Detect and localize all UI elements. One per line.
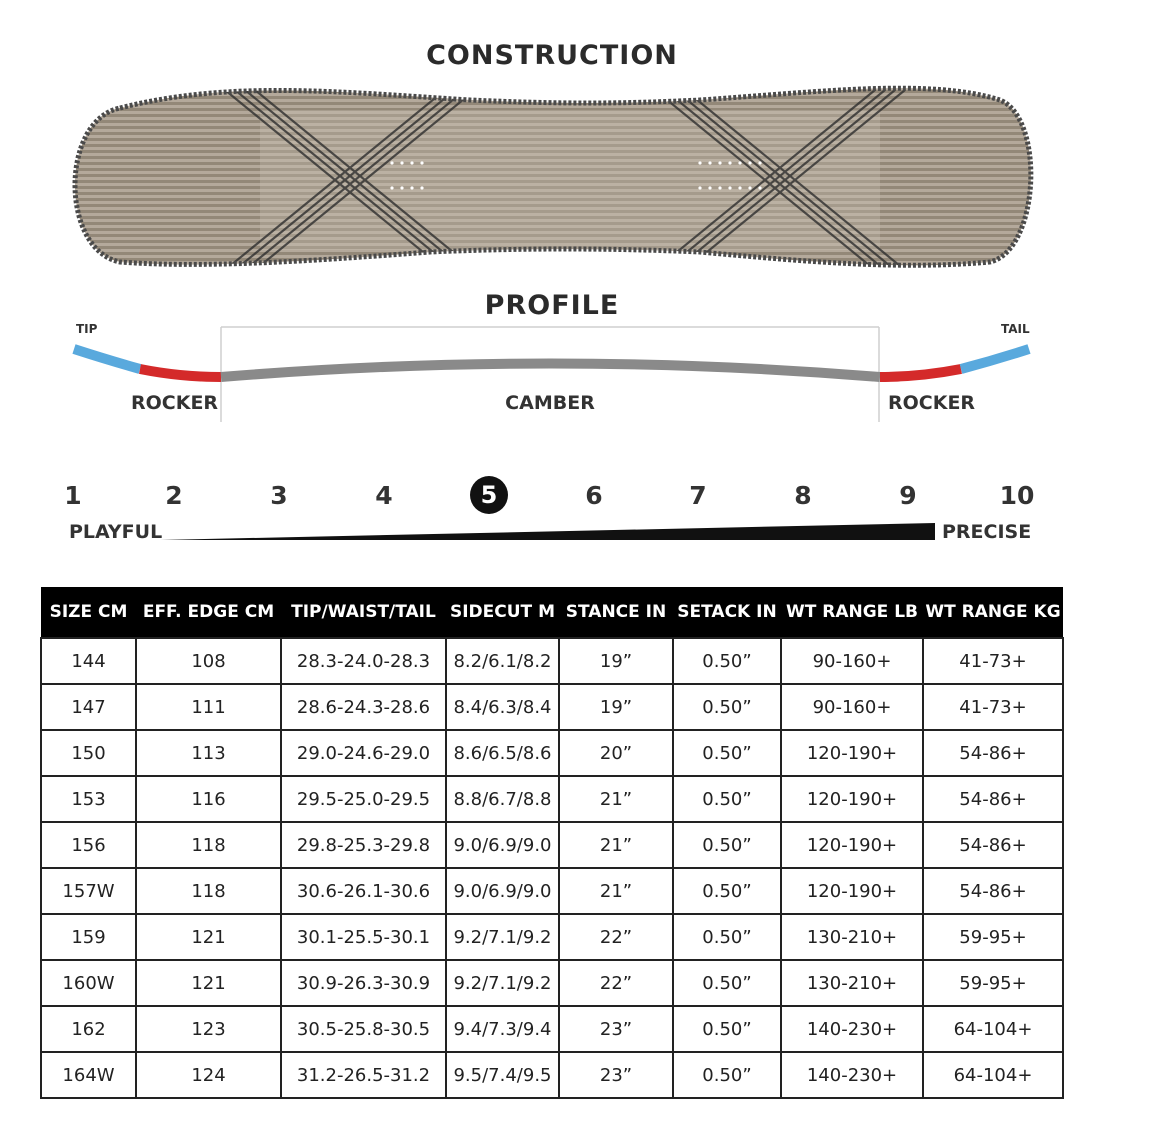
table-cell: 30.5-25.8-30.5	[281, 1006, 446, 1052]
table-header-cell: EFF. EDGE CM	[136, 587, 281, 638]
table-row	[41, 776, 1063, 822]
table-cell: 23”	[559, 1052, 673, 1098]
table-cell: 0.50”	[673, 638, 781, 684]
flex-scale-number: 6	[585, 481, 603, 510]
board-graphics	[0, 0, 1150, 560]
table-cell: 0.50”	[673, 730, 781, 776]
table-cell: 121	[136, 960, 281, 1006]
table-cell: 118	[136, 822, 281, 868]
table-cell: 123	[136, 1006, 281, 1052]
table-cell: 157W	[41, 868, 136, 914]
table-cell: 54-86+	[923, 822, 1063, 868]
table-cell: 20”	[559, 730, 673, 776]
table-cell: 0.50”	[673, 822, 781, 868]
table-cell: 54-86+	[923, 776, 1063, 822]
table-cell: 30.9-26.3-30.9	[281, 960, 446, 1006]
table-cell: 9.0/6.9/9.0	[446, 822, 559, 868]
table-cell: 21”	[559, 776, 673, 822]
table-cell: 21”	[559, 822, 673, 868]
table-header-cell: TIP/WAIST/TAIL	[281, 587, 446, 638]
table-cell: 124	[136, 1052, 281, 1098]
flex-rating-active: 5	[470, 476, 508, 514]
table-header-cell: WT RANGE LB	[781, 587, 923, 638]
table-cell: 160W	[41, 960, 136, 1006]
table-cell: 111	[136, 684, 281, 730]
table-cell: 19”	[559, 638, 673, 684]
table-cell: 41-73+	[923, 638, 1063, 684]
table-row	[41, 638, 1063, 684]
construction-title: CONSTRUCTION	[426, 40, 678, 71]
table-row	[41, 1006, 1063, 1052]
table-cell: 116	[136, 776, 281, 822]
flex-scale-number: 9	[899, 481, 917, 510]
table-cell: 9.0/6.9/9.0	[446, 868, 559, 914]
table-cell: 144	[41, 638, 136, 684]
table-cell: 59-95+	[923, 914, 1063, 960]
table-cell: 90-160+	[781, 684, 923, 730]
rocker-right-label: ROCKER	[888, 392, 976, 414]
rocker-left-label: ROCKER	[131, 392, 219, 414]
tail-segment	[961, 349, 1029, 369]
table-cell: 41-73+	[923, 684, 1063, 730]
table-cell: 28.3-24.0-28.3	[281, 638, 446, 684]
table-cell: 30.1-25.5-30.1	[281, 914, 446, 960]
table-cell: 120-190+	[781, 822, 923, 868]
table-row	[41, 868, 1063, 914]
table-cell: 64-104+	[923, 1052, 1063, 1098]
precise-label: PRECISE	[942, 521, 1032, 543]
tail-label: TAIL	[1001, 322, 1030, 336]
profile-title: PROFILE	[484, 290, 620, 321]
table-cell: 29.0-24.6-29.0	[281, 730, 446, 776]
table-header-row	[41, 587, 1063, 638]
table-row	[41, 1052, 1063, 1098]
table-cell: 8.4/6.3/8.4	[446, 684, 559, 730]
table-cell: 30.6-26.1-30.6	[281, 868, 446, 914]
table-header-cell: SIZE CM	[41, 587, 136, 638]
flex-scale-number: 1	[64, 481, 82, 510]
table-cell: 130-210+	[781, 914, 923, 960]
table-cell: 28.6-24.3-28.6	[281, 684, 446, 730]
rocker-right-segment	[880, 369, 961, 377]
table-cell: 113	[136, 730, 281, 776]
table-cell: 8.2/6.1/8.2	[446, 638, 559, 684]
table-header-cell: WT RANGE KG	[923, 587, 1063, 638]
table-cell: 31.2-26.5-31.2	[281, 1052, 446, 1098]
table-cell: 140-230+	[781, 1052, 923, 1098]
table-cell: 156	[41, 822, 136, 868]
table-row	[41, 730, 1063, 776]
table-cell: 22”	[559, 960, 673, 1006]
table-cell: 130-210+	[781, 960, 923, 1006]
table-cell: 21”	[559, 868, 673, 914]
table-cell: 140-230+	[781, 1006, 923, 1052]
table-cell: 59-95+	[923, 960, 1063, 1006]
table-cell: 0.50”	[673, 1052, 781, 1098]
table-cell: 64-104+	[923, 1006, 1063, 1052]
rocker-left-segment	[140, 369, 221, 377]
table-header-cell: SIDECUT M	[446, 587, 559, 638]
table-cell: 118	[136, 868, 281, 914]
table-header-cell: STANCE IN	[559, 587, 673, 638]
flex-scale-number: 2	[165, 481, 183, 510]
table-cell: 9.5/7.4/9.5	[446, 1052, 559, 1098]
flex-scale-number: 10	[999, 481, 1035, 510]
table-cell: 8.8/6.7/8.8	[446, 776, 559, 822]
table-row	[41, 960, 1063, 1006]
table-cell: 19”	[559, 684, 673, 730]
flex-scale-number: 7	[689, 481, 707, 510]
table-header-cell: SETACK IN	[673, 587, 781, 638]
table-cell: 162	[41, 1006, 136, 1052]
table-cell: 0.50”	[673, 960, 781, 1006]
table-cell: 9.2/7.1/9.2	[446, 960, 559, 1006]
table-cell: 0.50”	[673, 914, 781, 960]
table-cell: 159	[41, 914, 136, 960]
table-cell: 0.50”	[673, 776, 781, 822]
table-cell: 120-190+	[781, 730, 923, 776]
table-cell: 120-190+	[781, 776, 923, 822]
flex-scale-number: 3	[270, 481, 288, 510]
table-cell: 108	[136, 638, 281, 684]
camber-label: CAMBER	[505, 392, 595, 414]
flex-scale-number: 4	[375, 481, 393, 510]
table-cell: 90-160+	[781, 638, 923, 684]
table-cell: 120-190+	[781, 868, 923, 914]
camber-segment	[221, 364, 880, 378]
table-row	[41, 684, 1063, 730]
table-cell: 22”	[559, 914, 673, 960]
table-cell: 0.50”	[673, 684, 781, 730]
table-cell: 0.50”	[673, 1006, 781, 1052]
table-row	[41, 914, 1063, 960]
table-cell: 153	[41, 776, 136, 822]
flex-scale-bar	[160, 523, 935, 540]
table-cell: 150	[41, 730, 136, 776]
table-cell: 29.8-25.3-29.8	[281, 822, 446, 868]
specs-table	[40, 587, 1064, 1099]
table-cell: 23”	[559, 1006, 673, 1052]
table-cell: 54-86+	[923, 868, 1063, 914]
table-cell: 147	[41, 684, 136, 730]
table-cell: 121	[136, 914, 281, 960]
playful-label: PLAYFUL	[69, 521, 163, 543]
tip-label: TIP	[76, 322, 98, 336]
flex-scale-number: 8	[794, 481, 812, 510]
table-cell: 29.5-25.0-29.5	[281, 776, 446, 822]
table-cell: 9.2/7.1/9.2	[446, 914, 559, 960]
table-cell: 0.50”	[673, 868, 781, 914]
table-cell: 9.4/7.3/9.4	[446, 1006, 559, 1052]
table-row	[41, 822, 1063, 868]
snowboard-construction-image	[60, 80, 1060, 280]
table-cell: 54-86+	[923, 730, 1063, 776]
table-cell: 164W	[41, 1052, 136, 1098]
table-cell: 8.6/6.5/8.6	[446, 730, 559, 776]
tip-segment	[74, 349, 140, 369]
